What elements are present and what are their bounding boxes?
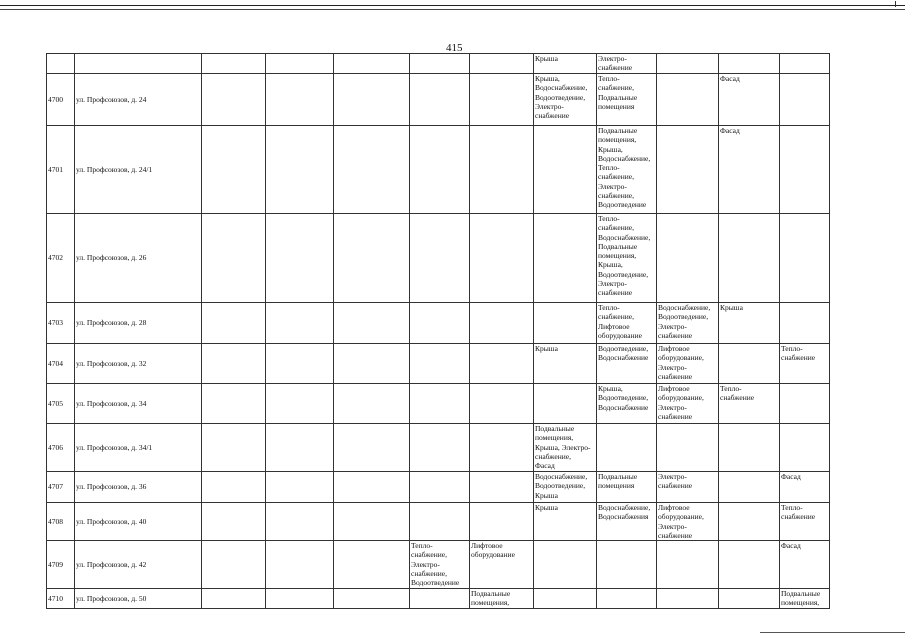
table-cell: [534, 588, 597, 608]
table-cell: [780, 74, 830, 126]
table-cell: [334, 344, 410, 384]
top-border-line: [0, 5, 905, 6]
table-cell: Водоснабжение, Водоотведение, Крыша: [534, 472, 597, 503]
row-number: 4706: [47, 424, 75, 472]
table-cell: [410, 384, 470, 424]
table-cell: Подвальные помещения,: [780, 588, 830, 608]
table-cell: [470, 74, 534, 126]
table-cell: [470, 424, 534, 472]
row-address: ул. Профсоюзов, д. 24/1: [75, 126, 202, 214]
table-cell: [719, 588, 780, 608]
table-cell: [266, 588, 334, 608]
table-cell: [47, 54, 75, 74]
table-cell: [266, 472, 334, 503]
table-cell: Тепло- снабжение, Подвальные помещения: [597, 74, 657, 126]
table-cell: [470, 472, 534, 503]
table-cell: [657, 424, 719, 472]
table-cell: Тепло- снабжение: [780, 344, 830, 384]
table-cell: [202, 472, 266, 503]
table-cell: [719, 541, 780, 588]
table-cell: [410, 344, 470, 384]
table-cell: Тепло-снабжение, Электро-снабжение, Водоотведение: [410, 541, 470, 588]
table-cell: [410, 54, 470, 74]
table-cell: [780, 54, 830, 74]
table-cell: [410, 214, 470, 303]
table-cell: [266, 541, 334, 588]
table-cell: [534, 303, 597, 344]
table-cell: Лифтовое оборудование, Электро- снабжение: [657, 503, 719, 541]
table-body: [47, 54, 830, 609]
table-cell: Водоснабжение, Водоснабжения: [597, 503, 657, 541]
edge-tick-mark: [895, 1, 896, 7]
table-cell: [410, 126, 470, 214]
row-number: 4708: [47, 503, 75, 541]
row-address: ул. Профсоюзов, д. 50: [75, 588, 202, 608]
row-address: ул. Профсоюзов, д. 24: [75, 74, 202, 126]
top-border-line-secondary: [0, 9, 905, 10]
table-cell: Подвальные помещения: [597, 472, 657, 503]
table-cell: Фасад: [780, 541, 830, 588]
table-cell: [266, 424, 334, 472]
table-cell: [202, 588, 266, 608]
table-cell: Тепло- снабжение: [719, 384, 780, 424]
row-address: ул. Профсоюзов, д. 26: [75, 214, 202, 303]
table-row: [47, 588, 830, 608]
table-cell: [410, 74, 470, 126]
row-address: ул. Профсоюзов, д. 32: [75, 344, 202, 384]
table-cell: [410, 472, 470, 503]
table-cell: [657, 126, 719, 214]
row-number: 4710: [47, 588, 75, 608]
table-row: [47, 303, 830, 344]
table-cell: [266, 214, 334, 303]
table-cell: [334, 541, 410, 588]
table-cell: Электро- снабжение: [657, 472, 719, 503]
table-cell: Тепло- снабжение, Водоснабжение, Подвальные помещения, Крыша, Водоотведение, Электро- снабжение: [597, 214, 657, 303]
row-number: 4700: [47, 74, 75, 126]
row-address: ул. Профсоюзов, д. 40: [75, 503, 202, 541]
table-row-continuation: [47, 54, 830, 74]
table-cell: [202, 74, 266, 126]
table-cell: [202, 126, 266, 214]
table-cell: [534, 126, 597, 214]
table-cell: [202, 344, 266, 384]
row-number: 4703: [47, 303, 75, 344]
table-cell: [202, 384, 266, 424]
table-cell: Фасад: [780, 472, 830, 503]
table-cell: [410, 303, 470, 344]
table-row: [47, 214, 830, 303]
table-cell: [334, 303, 410, 344]
table-cell: Электро- снабжение: [597, 54, 657, 74]
table-cell: Лифтовое оборудование, Электро- снабжение: [657, 384, 719, 424]
table-cell: [266, 503, 334, 541]
table-cell: [470, 303, 534, 344]
table-cell: [202, 214, 266, 303]
table-cell: Крыша: [719, 303, 780, 344]
table-row: [47, 424, 830, 472]
table-cell: [534, 384, 597, 424]
table-cell: [780, 303, 830, 344]
row-number: 4702: [47, 214, 75, 303]
row-address: ул. Профсоюзов, д. 28: [75, 303, 202, 344]
table-cell: Лифтовое оборудование: [470, 541, 534, 588]
table-row: [47, 472, 830, 503]
table-row: [47, 541, 830, 588]
table-cell: [657, 214, 719, 303]
table-row: [47, 503, 830, 541]
table-cell: [334, 74, 410, 126]
table-cell: [334, 54, 410, 74]
table-cell: [410, 424, 470, 472]
row-address: ул. Профсоюзов, д. 36: [75, 472, 202, 503]
table-cell: [334, 424, 410, 472]
table-cell: [719, 472, 780, 503]
table-cell: [657, 54, 719, 74]
table-cell: [719, 54, 780, 74]
table-cell: Водоотведение, Водоснабжение: [597, 344, 657, 384]
table-cell: Фасад: [719, 126, 780, 214]
table-cell: [780, 214, 830, 303]
table-cell: [202, 541, 266, 588]
table-cell: [657, 588, 719, 608]
table-cell: [534, 214, 597, 303]
table-cell: [334, 384, 410, 424]
row-number: 4709: [47, 541, 75, 588]
table-cell: [780, 424, 830, 472]
table-cell: [410, 588, 470, 608]
table-cell: [334, 472, 410, 503]
table-cell: [410, 503, 470, 541]
table-cell: [266, 344, 334, 384]
table-cell: [470, 384, 534, 424]
table-row: [47, 344, 830, 384]
table-cell: Крыша, Водоотведение, Водоснабжение: [597, 384, 657, 424]
table-cell: Водоснабжение, Водоотведение, Электро- снабжение: [657, 303, 719, 344]
table-cell: [657, 74, 719, 126]
row-number: 4701: [47, 126, 75, 214]
table-cell: [597, 588, 657, 608]
table-cell: [780, 384, 830, 424]
table-cell: [719, 503, 780, 541]
table-row: [47, 384, 830, 424]
table-cell: [334, 503, 410, 541]
table-cell: [266, 74, 334, 126]
table-cell: [75, 54, 202, 74]
row-number: 4705: [47, 384, 75, 424]
table-cell: Крыша, Водоснабжение, Водоотведение, Электро- снабжение: [534, 74, 597, 126]
table-cell: [266, 54, 334, 74]
table-row: [47, 126, 830, 214]
table-cell: [266, 303, 334, 344]
row-number: 4707: [47, 472, 75, 503]
table-cell: [334, 588, 410, 608]
table-cell: Крыша: [534, 54, 597, 74]
bottom-edge-line: [760, 632, 905, 633]
table-cell: [719, 424, 780, 472]
table-cell: [202, 424, 266, 472]
table-cell: [657, 541, 719, 588]
table-cell: Подвальные помещения, Крыша, Электро- снабжение, Фасад: [534, 424, 597, 472]
table-cell: [470, 54, 534, 74]
table-cell: Крыша: [534, 344, 597, 384]
table-cell: [266, 126, 334, 214]
row-address: ул. Профсоюзов, д. 34/1: [75, 424, 202, 472]
table-cell: Тепло- снабжение: [780, 503, 830, 541]
table-cell: [534, 541, 597, 588]
row-address: ул. Профсоюзов, д. 42: [75, 541, 202, 588]
table-cell: Подвальные помещения,: [470, 588, 534, 608]
table-cell: Тепло- снабжение, Лифтовое оборудование: [597, 303, 657, 344]
table-cell: [780, 126, 830, 214]
row-number: 4704: [47, 344, 75, 384]
table-cell: [470, 344, 534, 384]
table-cell: [334, 126, 410, 214]
table-cell: [597, 541, 657, 588]
row-address: ул. Профсоюзов, д. 34: [75, 384, 202, 424]
table-cell: [719, 344, 780, 384]
table-cell: Крыша: [534, 503, 597, 541]
table-row: [47, 74, 830, 126]
table-cell: [202, 303, 266, 344]
page-number: 415: [446, 42, 463, 54]
repair-schedule-table: [46, 53, 830, 609]
table-cell: [266, 384, 334, 424]
table-cell: Подвальные помещения, Крыша, Водоснабжение, Тепло- снабжение, Электро- снабжение, Водоотведение: [597, 126, 657, 214]
table-cell: [470, 126, 534, 214]
table-cell: [202, 54, 266, 74]
table-cell: Лифтовое оборудование, Электро- снабжение: [657, 344, 719, 384]
table-cell: [597, 424, 657, 472]
table-cell: [202, 503, 266, 541]
table-cell: [334, 214, 410, 303]
table-cell: [470, 214, 534, 303]
table-cell: [470, 503, 534, 541]
table-cell: Фасад: [719, 74, 780, 126]
table-cell: [719, 214, 780, 303]
